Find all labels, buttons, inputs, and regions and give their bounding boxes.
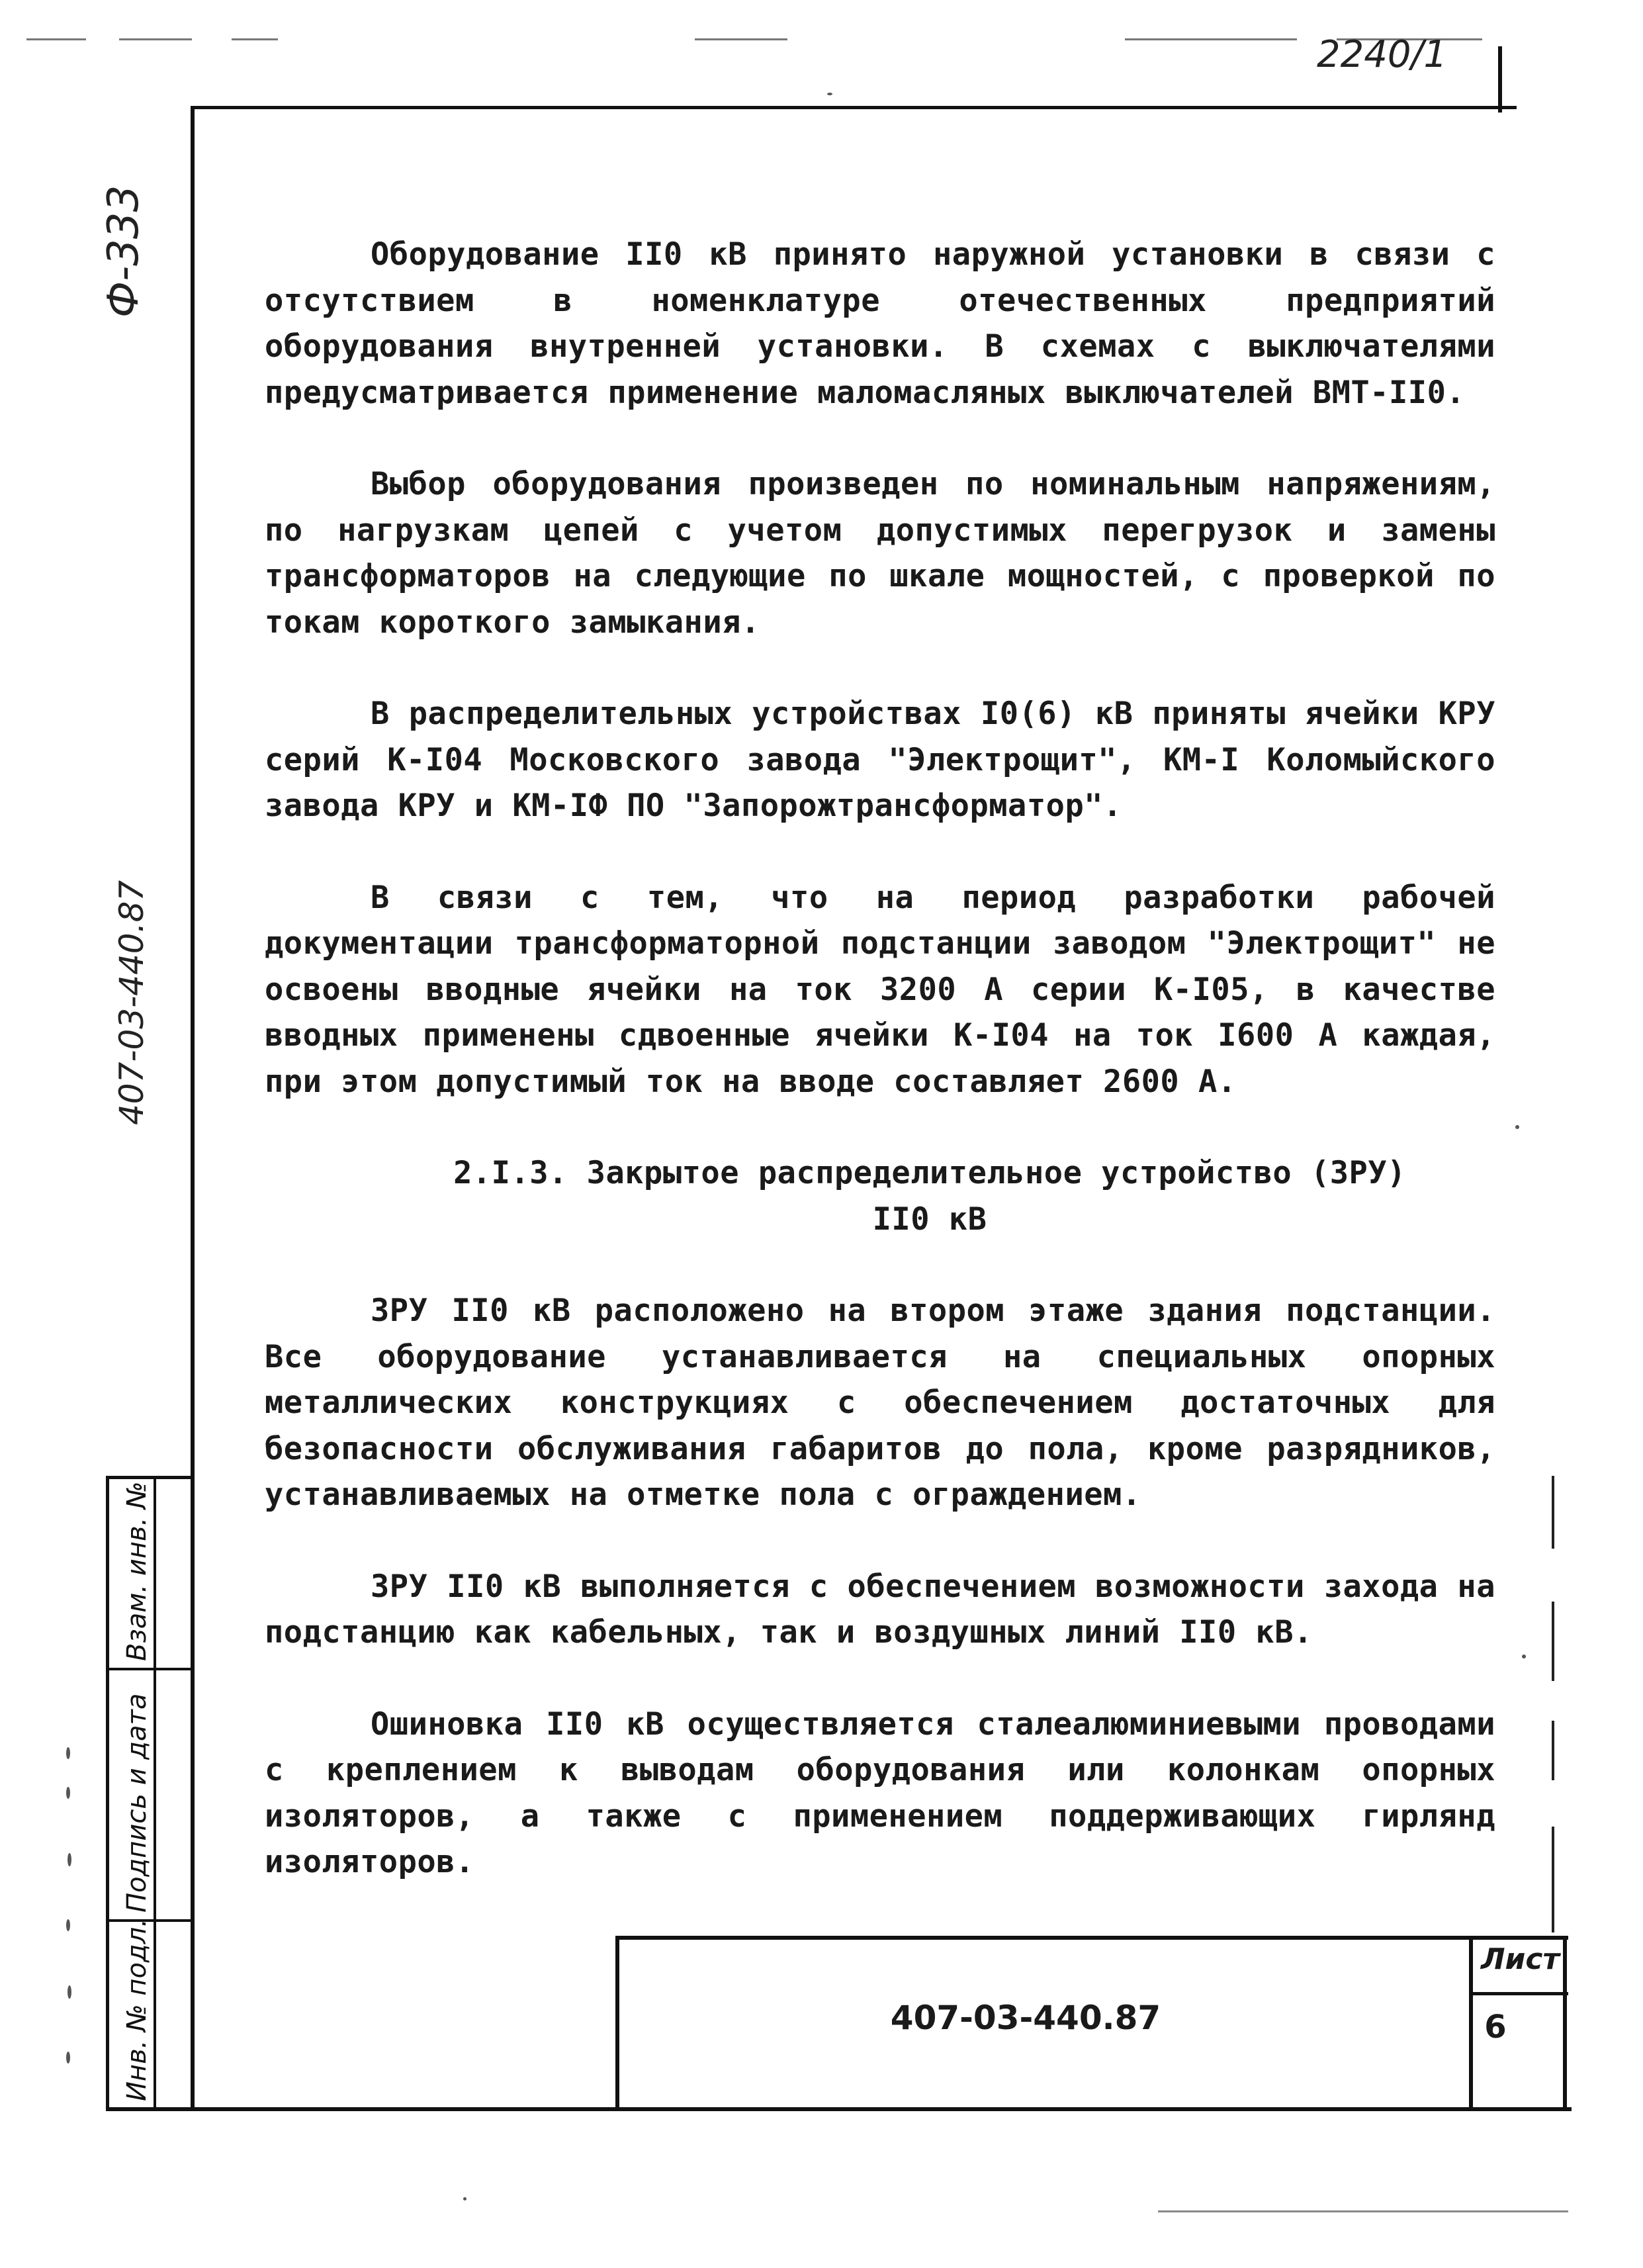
frame-corner-mark xyxy=(1502,106,1517,109)
stamp-label-inv-podl: Инв. № подл. xyxy=(122,1919,152,2101)
section-heading-line1: 2.I.3. Закрытое распределительное устройство (ЗРУ) xyxy=(453,1155,1406,1191)
stamp-separator xyxy=(106,1668,192,1670)
stray-mark xyxy=(1522,1655,1526,1658)
frame-top-border xyxy=(191,106,1501,109)
right-edge-mark xyxy=(1552,1476,1554,1549)
stray-mark xyxy=(827,93,832,95)
stray-mark xyxy=(66,1787,70,1799)
right-edge-mark xyxy=(1552,1602,1554,1681)
section-heading xyxy=(265,1150,1495,1242)
document-body xyxy=(265,232,1495,1931)
paragraph: Ошиновка II0 кВ осуществляется сталеалюминиевыми проводами с креплением к выводам оборудования или колонкам опорных изоляторов, а также с применением поддерживающих гирлянд изоляторов. xyxy=(265,1705,1495,1880)
top-dash xyxy=(232,38,278,40)
stray-mark xyxy=(66,1747,70,1759)
right-edge-mark xyxy=(1552,1721,1554,1780)
sheet-column-divider xyxy=(1469,1936,1473,2111)
paragraph: ЗРУ II0 кВ расположено на втором этаже здания подстанции. Все оборудование устанавливается на специальных опорных металлических конструкциях с обеспечением достаточных для безопасности обслуживания габаритов до пола, кроме разрядников, устанавливаемых на отметке пола с ограждением. xyxy=(265,1293,1495,1513)
paragraph: ЗРУ II0 кВ выполняется с обеспечением возможности захода на подстанцию как кабельных, так и воздушных линий II0 кВ. xyxy=(265,1568,1495,1651)
stray-mark xyxy=(463,2197,466,2200)
paragraph: В связи с тем, что на период разработки рабочей документации трансформаторной подстанции заводом "Электрощит" не освоены вводные ячейки на ток 3200 А серии К-I05, в качестве вводных применены сдвоенные ячейки К-I04 на ток I600 А каждая, при этом допустимый ток на вводе составляет 2600 А. xyxy=(265,879,1495,1100)
sheet-separator xyxy=(1469,1992,1568,1995)
paragraph: Оборудование II0 кВ принято наружной установки в связи с отсутствием в номенклатуре отечественных предприятий оборудования внутренней установки. В схемах с выключателями предусматривается применение маломасляных выключателей ВМТ-II0. xyxy=(265,236,1495,411)
top-dash xyxy=(1125,38,1297,40)
side-code-top: Ф-333 xyxy=(99,185,148,318)
handwritten-sheet-number: 2240/1 xyxy=(1317,33,1448,76)
document-code: 407-03-440.87 xyxy=(890,1999,1161,2037)
frame-corner-mark xyxy=(1498,46,1502,113)
paragraph: В распределительных устройствах I0(6) кВ приняты ячейки КРУ серий К-I04 Московского завода "Электрощит", КМ-I Коломыйского завода КРУ и КМ-IФ ПО "Запорожтрансформатор". xyxy=(265,696,1495,824)
top-dash xyxy=(26,38,86,40)
stamp-label-vzam-inv: Взам. инв. № xyxy=(122,1481,152,1661)
stamp-label-sign-date: Подпись и дата xyxy=(122,1693,152,1913)
bottom-stray-line xyxy=(1158,2210,1568,2212)
stamp-column-divider xyxy=(154,1476,156,2111)
top-dash xyxy=(119,38,192,40)
paragraph: Выбор оборудования произведен по номинальным напряжениям, по нагрузкам цепей с учетом допустимых перегрузок и замены трансформаторов на следующие по шкале мощностей, с проверкой по токам короткого замыкания. xyxy=(265,466,1495,641)
stray-mark xyxy=(67,1853,71,1866)
stray-mark xyxy=(66,2052,70,2064)
top-dash xyxy=(695,38,787,40)
side-code-middle: 407-03-440.87 xyxy=(112,880,151,1125)
stray-mark xyxy=(67,1985,71,1999)
sheet-label: Лист xyxy=(1481,1942,1560,1976)
stray-mark xyxy=(1515,1125,1519,1129)
section-heading-line2: II0 кВ xyxy=(872,1201,987,1238)
frame-left-border xyxy=(191,106,195,2111)
stray-mark xyxy=(66,1919,70,1931)
sheet-number: 6 xyxy=(1484,2009,1507,2046)
right-edge-mark xyxy=(1552,1827,1554,1932)
